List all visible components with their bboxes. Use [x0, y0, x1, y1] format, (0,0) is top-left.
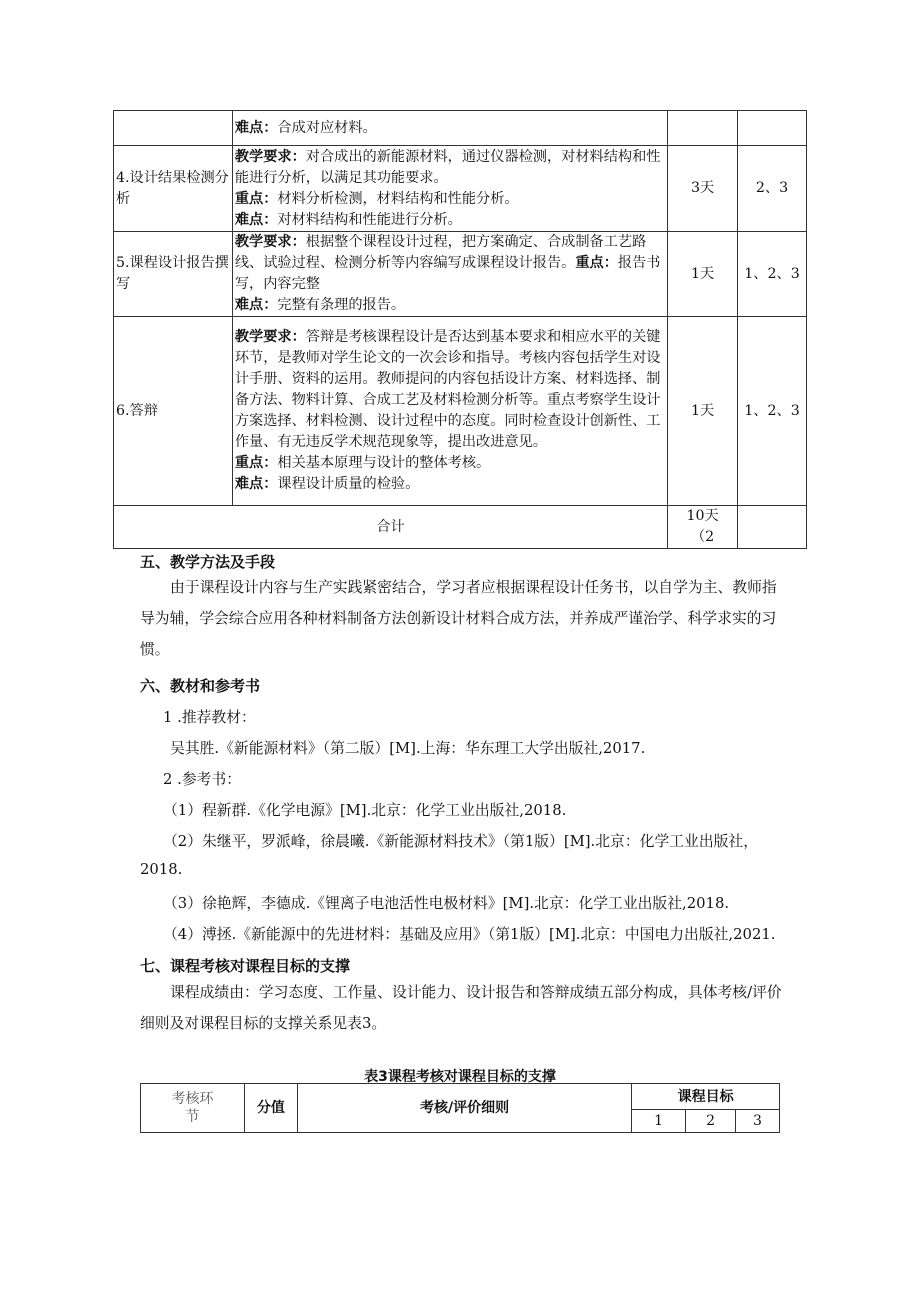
- goals-cell: [738, 111, 807, 146]
- stage-cell: 5.课程设计报告撰写: [114, 232, 233, 317]
- assessment-table: [140, 1083, 780, 1133]
- goals-cell: 1、2、3: [738, 317, 807, 506]
- teaching-content-table: [113, 110, 807, 549]
- text: 课程设计质量的检验。: [277, 476, 420, 492]
- section5-paragraph: 由于课程设计内容与生产实践紧密结合，学习者应根据课程设计任务书，以自学为主、教师指导为辅，学会综合应用各种材料制备方法创新设计材料合成方法，并养成严谨治学、科学求实的习惯。: [140, 579, 777, 658]
- total-row: [114, 506, 807, 549]
- label: 教学要求：: [234, 148, 306, 165]
- header-stage: 考核环节: [141, 1084, 245, 1133]
- reference-item: （1）程新群.《化学电源》[M].北京：化学工业出版社,2018.: [163, 802, 567, 819]
- references-label: 2 .参考书：: [163, 771, 242, 788]
- content-cell: [232, 317, 667, 506]
- reference-item: （3）徐艳辉，李德成.《锂离子电池活性电极材料》[M].北京：化学工业出版社,2018.: [163, 895, 730, 912]
- text: 根据整个课程设计过程，把方案确定、合成制备工艺路线、试验过程、检测分析等内容编写成课程设计报告。: [234, 234, 647, 271]
- stage-cell: [114, 111, 233, 146]
- goal-col-2: 2: [686, 1110, 736, 1133]
- section6-heading: 六、教材和参考书: [140, 677, 261, 695]
- total-days: [668, 506, 738, 549]
- table-row: [114, 111, 807, 146]
- text: 答辩是考核课程设计是否达到基本要求和相应水平的关键环节，是教师对学生论文的一次会诊和指导。考核内容包括学生对设计手册、资料的运用。教师提问的内容包括设计方案、材料选择、制备方法、物料计算、合成工艺及材料检测分析等。重点考察学生设计方案选择、材料检测、设计过程中的态度。同时检查设计创新性、工作量、有无违反学术规范现象等，提出改进意见。: [234, 329, 661, 450]
- days-cell: 1天: [668, 232, 738, 317]
- header-rules: 考核/评价细则: [297, 1084, 631, 1133]
- reference-item-continued: 2018.: [140, 861, 183, 878]
- total-goals: [738, 506, 807, 549]
- section5-heading: 五、教学方法及手段: [140, 553, 276, 571]
- section7-paragraph: 课程成绩由：学习态度、工作量、设计能力、设计报告和答辩成绩五部分构成，具体考核/评价细则及对课程目标的支撑关系见表3。: [140, 984, 782, 1032]
- header-score: 分值: [244, 1084, 297, 1133]
- text: 完整有条理的报告。: [277, 297, 406, 313]
- table-row: [114, 232, 807, 317]
- goal-col-1: 1: [632, 1110, 686, 1133]
- text: 材料分析检测，材料结构和性能分析。: [277, 190, 519, 207]
- label: 难点：: [234, 119, 278, 136]
- reference-item: （4）溥拯.《新能源中的先进材料：基础及应用》（第1版）[M].北京：中国电力出版社,2021.: [163, 926, 776, 943]
- days-cell: 3天: [668, 146, 738, 232]
- total-days-line1: 10天: [686, 508, 719, 524]
- label: 重点：: [575, 255, 618, 271]
- stage-cell: 4.设计结果检测分析: [114, 146, 233, 232]
- label: 教学要求：: [234, 329, 306, 345]
- days-cell: [668, 111, 738, 146]
- text: 对合成出的新能源材料，通过仪器检测，对材料结构和性能进行分析，以满足其功能要求。: [234, 148, 661, 186]
- goals-cell: 1、2、3: [738, 232, 807, 317]
- content-cell: [232, 111, 667, 146]
- total-label: 合计: [114, 506, 668, 549]
- label: 难点：: [234, 211, 278, 228]
- goal-col-3: 3: [736, 1110, 780, 1133]
- textbook-entry: 吴其胜.《新能源材料》（第二版）[M].上海：华东理工大学出版社,2017.: [170, 740, 646, 757]
- days-cell: 1天: [668, 317, 738, 506]
- label: 教学要求：: [234, 234, 306, 250]
- label: 重点：: [234, 190, 278, 207]
- text: 报告书写，内容完整: [234, 255, 661, 292]
- text: 相关基本原理与设计的整体考核。: [277, 455, 491, 471]
- text: 对材料结构和性能进行分析。: [277, 211, 462, 228]
- total-days-line2: （2: [690, 529, 715, 545]
- content-cell: [232, 146, 667, 232]
- table-row: [114, 317, 807, 506]
- content-cell: [232, 232, 667, 317]
- section7-heading: 七、课程考核对课程目标的支撑: [140, 957, 351, 975]
- label: 重点：: [234, 455, 278, 471]
- table3-caption: 表3课程考核对课程目标的支撑: [364, 1069, 556, 1085]
- reference-item: （2）朱继平，罗派峰，徐晨曦.《新能源材料技术》（第1版）[M].北京：化学工业出版社，: [163, 833, 759, 850]
- stage-cell: 6.答辩: [114, 317, 233, 506]
- text: 合成对应材料。: [277, 119, 377, 136]
- table-row: [114, 146, 807, 232]
- header-goals: 课程目标: [632, 1084, 780, 1110]
- label: 难点：: [234, 476, 278, 492]
- goals-cell: 2、3: [738, 146, 807, 232]
- label: 难点：: [234, 297, 278, 313]
- textbook-label: 1 .推荐教材：: [163, 709, 256, 726]
